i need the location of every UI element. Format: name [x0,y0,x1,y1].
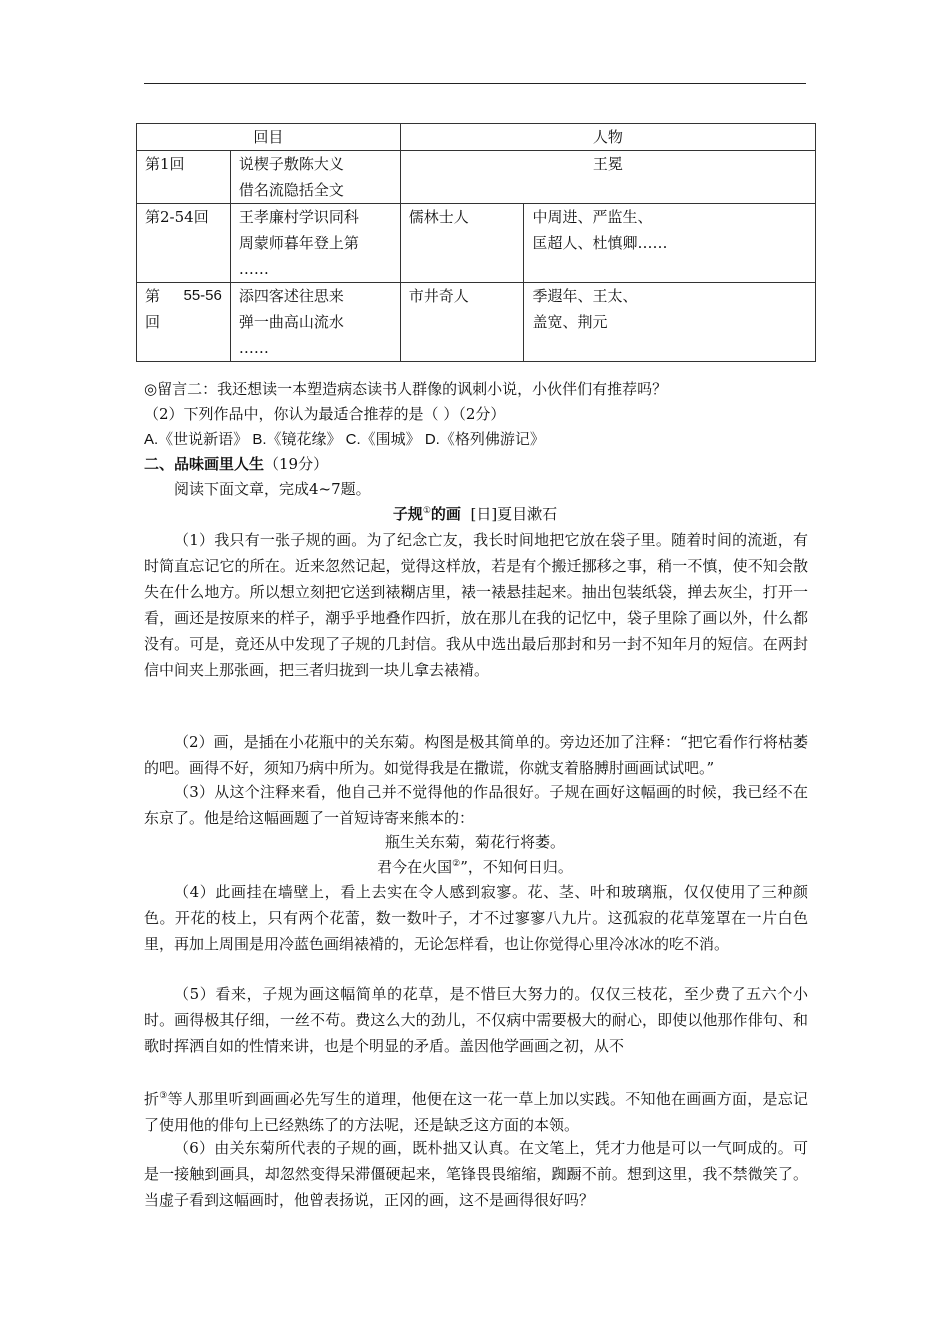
person-line: 盖宽、荆元 [532,313,608,331]
paragraph-4: （4）此画挂在墙壁上，看上去实在令人感到寂寥。花、茎、叶和玻璃瓶，仅仅使用了三种颜色。开花的枝上，只有两个花蕾，数一数叶子，才不过寥寥八九片。这孤寂的花草笼罩在一片白色里，再加上周围是用冷蓝色画绢裱褙的，无论怎样看，也让你觉得心里冷冰冰的吃不消。 [144,883,808,953]
chapter-title-line: 添四客述往思来 [238,287,344,305]
poem-line-1: 瓶生关东菊，菊花行将萎。 [384,833,565,851]
section-heading [144,453,328,474]
person-line: 中周进、严监生、 [532,208,653,226]
group-cell: 儒林士人 [400,204,524,283]
instruction: 阅读下面文章，完成4~7题。 [174,480,371,498]
chapter-title-line: …… [238,339,269,357]
paragraph-3: （3）从这个注释来看，他自己并不觉得他的作品很好。子规在画好这幅画的时候，我已经不在东京了。他是给这幅画题了一首短诗寄来熊本的： [144,783,808,827]
titles-cell [230,283,400,362]
persons-cell [524,283,816,362]
table-header-chapter: 回目 [137,124,401,151]
chapter-cell: 第 55-56 回 [137,283,231,362]
article-title: 子规①的画 [日]夏目漱石 [392,505,558,523]
poem-line-2: 君今在火国②”，不知何日归。 [377,858,573,876]
table-row [137,151,816,204]
section-score: （19分） [264,455,329,473]
persons-cell [524,204,816,283]
paragraph-1: （1）我只有一张子规的画。为了纪念亡友，我长时间地把它放在袋子里。随着时间的流逝，有时简直忘记它的所在。近来忽然记起，觉得这样放，若是有个搬迁挪移之事，稍一不慎，使不知会散失在什么地方。所以想立刻把它送到裱糊店里，裱一裱悬挂起来。抽出包装纸袋，掸去灰尘，打开一看，画还是按原来的样子，潮乎乎地叠作四折，放在那儿在我的记忆中，袋子里除了画以外，什么都没有。可是，竟还从中发现了子规的几封信。我从中选出最后那封和另一封不知年月的短信。在两封信中间夹上那张画，把三者归拢到一块儿拿去裱褙。 [144,531,808,679]
answer-options: A.《世说新语》 B.《镜花缘》 C.《围城》 D.《格列佛游记》 [144,431,545,448]
question-two: （2）下列作品中，你认为最适合推荐的是（ ）（2分） [144,405,506,423]
chapter-cell: 第2-54回 [137,204,231,283]
chapter-title-line: 借名流隐括全文 [238,181,344,199]
paragraph-5: （5）看来，子规为画这幅简单的花草，是不惜巨大努力的。仅仅三枝花，至少费了五六个小时。画得极其仔细，一丝不苟。费这么大的劲儿，不仅病中需要极大的耐心，即使以他那作俳句、和歌时挥洒自如的性情来讲，也是个明显的矛盾。盖因他学画画之初，从不 [144,985,808,1055]
paragraph-2: （2）画，是插在小花瓶中的关东菊。构图是极其简单的。旁边还加了注释：“把它看作行将枯萎的吧。画得不好，须知乃病中所为。如觉得我是在撒谎，你就支着胳膊肘画画试试吧。” [144,733,808,777]
header-rule [144,83,806,84]
person-cell: 王冕 [400,151,815,204]
group-cell: 市井奇人 [400,283,524,362]
chapter-title-line: 王孝廉村学识同科 [238,208,359,226]
paragraph-6: （6）由关东菊所代表的子规的画，既朴拙又认真。在文笔上，凭才力他是可以一气呵成的。可是一接触到画具，却忽然变得呆滞僵硬起来，笔锋畏畏缩缩，踟蹰不前。想到这里，我不禁微笑了。当虚子看到这幅画时，他曾表扬说，正冈的画，这不是画得很好吗？ [144,1139,808,1209]
person-line: 季遐年、王太、 [532,287,638,305]
message-two: ◎留言二：我还想读一本塑造病态读书人群像的讽刺小说，小伙伴们有推荐吗？ [144,380,668,398]
chapter-title-line: 周蒙师暮年登上第 [238,234,359,252]
titles-cell [230,151,400,204]
section-title: 二、品味画里人生 [144,455,265,473]
chapter-title-line: 弹一曲高山流水 [238,313,344,331]
table-row [137,204,816,283]
chapter-character-table [136,123,816,362]
table-row [137,283,816,362]
chapter-title-line: 说楔子敷陈大义 [238,155,344,173]
chapter-title-line: …… [238,260,269,278]
person-line: 匡超人、杜慎卿…… [532,234,668,252]
paragraph-5-continued: 折③等人那里听到画画必先写生的道理，他便在这一花一草上加以实践。不知他在画画方面，是忘记了使用他的俳句上已经熟练了的方法呢，还是缺乏这方面的本领。 [144,1090,808,1134]
table-header-person: 人物 [400,124,815,151]
article-author: [日]夏目漱石 [470,505,558,523]
titles-cell [230,204,400,283]
chapter-cell: 第1回 [137,151,231,204]
